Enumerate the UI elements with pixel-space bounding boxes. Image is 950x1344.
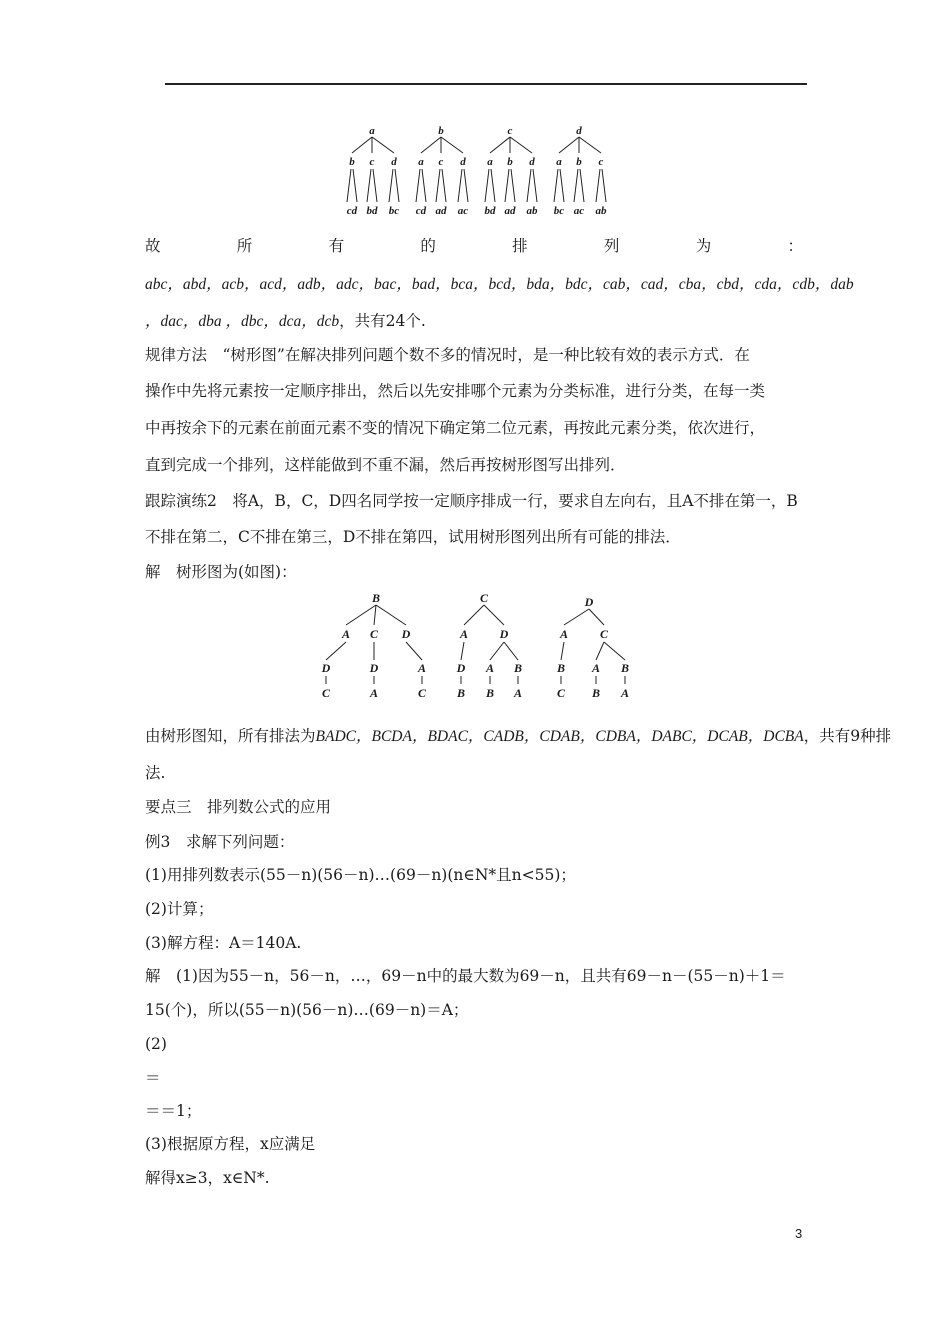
permutation-list: abc，abd，acb，acd，adb，adc，bac，bad，bca，bcd，bda，bdc，cab，cad，cba，cbd，cda，cdb，dab <box>145 276 854 293</box>
spread-char-6: 为 <box>695 237 712 255</box>
tree-edge <box>564 609 589 625</box>
tree-edge <box>511 169 515 202</box>
tree-edge <box>461 642 464 660</box>
tree2-level2-node: A <box>459 627 469 641</box>
solution-3-line-2: 解得x≥3，x∈N*. <box>145 1169 270 1187</box>
spread-char-2: 有 <box>328 237 345 255</box>
tree-edge <box>554 169 558 202</box>
tree2-level3-node: A <box>417 661 427 675</box>
tree2-level2-node: C <box>369 627 379 641</box>
spread-char-4: 排 <box>512 237 528 255</box>
result-suffix: ，共有9种排 <box>803 727 892 745</box>
method-para-4: 直到完成一个排列，这样能做到不重不漏，然后再按树形图写出排列． <box>145 456 626 474</box>
tree-edge <box>347 169 351 202</box>
tree2-level2-node: A <box>341 627 351 641</box>
example-title: 例3 求解下列问题： <box>145 833 295 851</box>
solution-2-step-2: ＝＝1； <box>145 1102 202 1120</box>
spread-char-3: 的 <box>420 237 436 255</box>
tree-edge <box>490 642 504 660</box>
tree-edge <box>389 169 393 202</box>
tree2-leaf-node: B <box>485 686 495 700</box>
tree2-leaf-node: C <box>417 686 427 700</box>
method-para-1: 规律方法 “树形图”在解决排列问题个数不多的情况时，是一种比较有效的表示方式．在 <box>145 346 750 364</box>
tree1-level2-node: d <box>529 156 535 168</box>
permutation-list-tail: ，dac，dba ，dbc，dca，dcb <box>145 313 340 330</box>
tree1-level2-node: c <box>598 156 604 168</box>
tree1-leaf-node: ab <box>595 205 607 217</box>
tree-edge <box>406 642 422 660</box>
tree1-leaf-node: ab <box>526 205 538 217</box>
spread-char-5: 列 <box>603 237 620 255</box>
tree2-level3-node: B <box>513 661 523 675</box>
tree-edge <box>421 137 441 153</box>
tree-edge <box>505 169 509 202</box>
solution-1-line-2: 15(个)，所以(55－n)(56－n)…(69－n)＝A； <box>145 1001 469 1019</box>
tree2-level3-node: B <box>556 661 566 675</box>
tree-edge <box>510 137 532 153</box>
tree1-level2-node: c <box>438 156 444 168</box>
tree-edge <box>372 137 394 153</box>
method-para-2: 操作中先将元素按一定顺序排出，然后以先安排哪个元素为分类标准，进行分类，在每一类 <box>145 382 766 400</box>
tree1-leaf-node: ac <box>457 205 469 217</box>
tree1-leaf-node: bc <box>388 205 400 217</box>
tree-edge <box>604 642 625 660</box>
spread-char-0: 故 <box>145 237 161 255</box>
tree1-root-node: b <box>438 125 444 137</box>
permutation-list-line1 <box>145 274 854 295</box>
tree2-level3-node: A <box>591 661 601 675</box>
solution-1-line-1: 解 (1)因为55－n，56－n，…，69－n中的最大数为69－n，且共有69－n－(55－n)＋1＝ <box>145 967 786 985</box>
tree2-level3-node: D <box>456 661 466 675</box>
tree-edge <box>561 642 564 660</box>
tree1-leaf-node: ad <box>504 205 516 217</box>
tree-edge <box>485 169 489 202</box>
spread-char-7: ： <box>787 237 803 255</box>
solution-intro: 解 树形图为(如图)： <box>145 563 297 581</box>
tree-edge <box>395 169 399 202</box>
tree1-leaf-node: cd <box>346 205 358 217</box>
tree-edge <box>442 169 446 202</box>
exercise-line-2: 不排在第二，C不排在第三，D不排在第四，试用树形图列出所有可能的排法． <box>145 528 681 546</box>
tree-diagram-BCD <box>318 588 648 708</box>
tree1-leaf-node: bc <box>553 205 565 217</box>
tree-diagram-abcd <box>333 122 623 222</box>
tree2-root-node: D <box>584 595 594 609</box>
tree1-level2-node: a <box>487 156 493 168</box>
tree1-leaf-node: bd <box>366 205 378 217</box>
tree-edge <box>559 137 579 153</box>
tree2-level3-node: D <box>321 661 331 675</box>
tree-edge <box>527 169 531 202</box>
spread-char-1: 所 <box>236 237 253 255</box>
tree1-level2-node: d <box>391 156 397 168</box>
tree1-level2-node: c <box>369 156 375 168</box>
tree2-leaf-node: C <box>321 686 331 700</box>
tree1-root-node: c <box>507 125 513 137</box>
tree-edge <box>374 605 376 625</box>
solution-3-line-1: (3)根据原方程，x应满足 <box>145 1135 316 1153</box>
tree-edge <box>596 642 604 660</box>
tree-edge <box>579 137 601 153</box>
question-2: (2)计算； <box>145 900 214 918</box>
tree-edge <box>458 169 462 202</box>
tree2-level2-node: A <box>559 627 569 641</box>
result-line-1 <box>145 726 891 747</box>
tree-edge <box>353 169 357 202</box>
result-line-2: 法. <box>145 764 166 782</box>
result-permutations: BADC，BCDA，BDAC，CADB，CDAB，CDBA，DABC，DCAB，DCBA <box>315 728 804 745</box>
tree2-leaf-node: B <box>456 686 466 700</box>
tree1-root-node: d <box>576 125 582 137</box>
tree2-level3-node: D <box>369 661 379 675</box>
tree-edge <box>504 642 518 660</box>
tree1-root-node: a <box>369 125 375 137</box>
permutation-count: ，共有24个. <box>339 312 426 330</box>
tree2-leaf-node: B <box>591 686 601 700</box>
tree2-level2-node: D <box>499 627 509 641</box>
tree-edge <box>422 169 426 202</box>
tree1-level2-node: a <box>556 156 562 168</box>
tree2-level2-node: D <box>401 627 411 641</box>
tree-edge <box>416 169 420 202</box>
tree1-level2-node: b <box>349 156 355 168</box>
tree2-root-node: B <box>371 591 381 605</box>
tree1-leaf-node: ad <box>435 205 447 217</box>
tree2-leaf-node: C <box>556 686 566 700</box>
tree-edge <box>484 605 504 625</box>
tree-edge <box>376 605 406 625</box>
tree1-leaf-node: bd <box>484 205 496 217</box>
tree-edge <box>326 642 346 660</box>
tree-edge <box>580 169 584 202</box>
tree1-level2-node: b <box>576 156 582 168</box>
result-prefix: 由树形图知，所有排法为 <box>145 727 316 745</box>
tree1-leaf-node: ac <box>573 205 585 217</box>
tree-edge <box>560 169 564 202</box>
tree-edge <box>490 137 510 153</box>
tree-edge <box>589 609 604 625</box>
header-rule <box>165 83 807 85</box>
permutation-list-line2 <box>145 311 426 332</box>
tree2-level3-node: B <box>620 661 630 675</box>
method-para-3: 中再按余下的元素在前面元素不变的情况下确定第二位元素，再按此元素分类，依次进行， <box>145 419 766 437</box>
solution-2-step-1: ＝ <box>145 1069 161 1087</box>
question-1: (1)用排列数表示(55－n)(56－n)…(69－n)(n∈N*且n<55)； <box>145 866 576 884</box>
tree-edge <box>596 169 600 202</box>
tree-edge <box>346 605 376 625</box>
tree-edge <box>602 169 606 202</box>
tree2-root-node: C <box>479 591 489 605</box>
tree2-leaf-node: A <box>369 686 379 700</box>
tree-edge <box>464 605 484 625</box>
tree1-level2-node: b <box>507 156 513 168</box>
tree2-level2-node: C <box>599 627 609 641</box>
solution-2-label: (2) <box>145 1035 167 1053</box>
exercise-line-1: 跟踪演练2 将A，B，C，D四名同学按一定顺序排成一行，要求自左向右，且A不排在第一，B <box>145 492 798 510</box>
tree-edge <box>373 169 377 202</box>
tree-edge <box>491 169 495 202</box>
tree-edge <box>464 169 468 202</box>
tree2-leaf-node: A <box>620 686 630 700</box>
tree-edge <box>436 169 440 202</box>
tree-edge <box>574 169 578 202</box>
tree2-leaf-node: A <box>513 686 523 700</box>
tree-edge <box>367 169 371 202</box>
section-heading: 要点三 排列数公式的应用 <box>145 798 332 816</box>
tree-edge <box>441 137 463 153</box>
tree2-level3-node: A <box>485 661 495 675</box>
line-all-permutations-label <box>145 236 803 256</box>
tree-edge <box>352 137 372 153</box>
tree1-level2-node: a <box>418 156 424 168</box>
question-3: (3)解方程：A＝140A. <box>145 934 302 952</box>
page-number: 3 <box>795 1226 803 1241</box>
tree1-leaf-node: cd <box>415 205 427 217</box>
tree-edge <box>533 169 537 202</box>
tree1-level2-node: d <box>460 156 466 168</box>
